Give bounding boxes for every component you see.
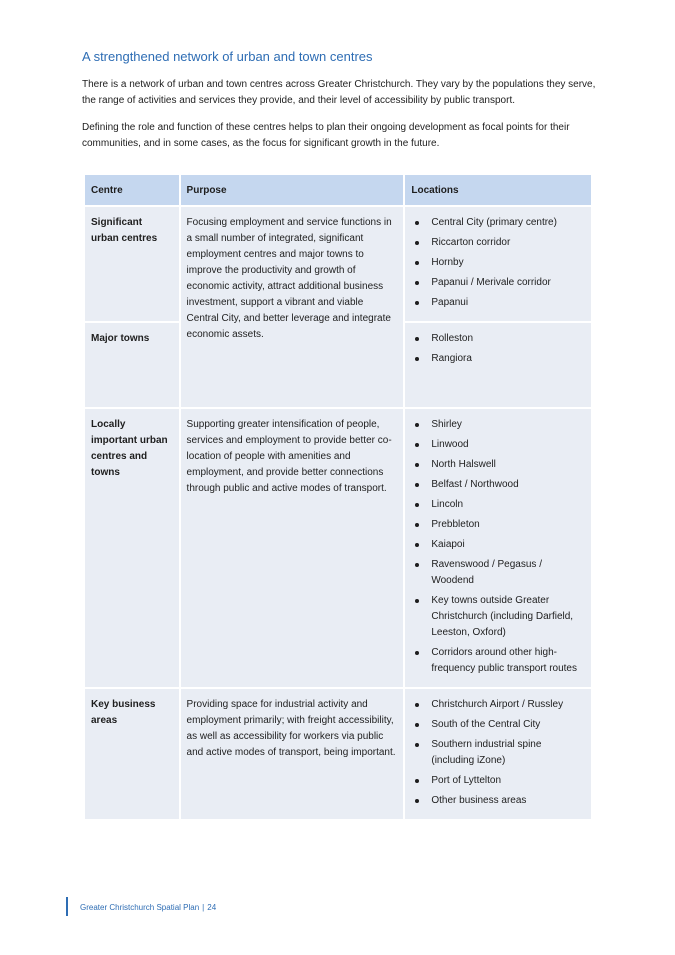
footer-title: Greater Christchurch Spatial Plan (80, 903, 200, 912)
page-footer (80, 903, 216, 913)
locations-cell (405, 207, 591, 321)
list-item: Papanui (431, 295, 585, 311)
role-paragraph: Defining the role and function of these centres helps to plan their ongoing development as focal points for their communities, and in some cases, as the focus for significant growth in the future. (82, 122, 570, 149)
table-row (85, 409, 591, 687)
header-locations: Locations (405, 175, 591, 205)
list-item: Central City (primary centre) (431, 215, 585, 231)
intro-paragraph: There is a network of urban and town centres across Greater Christchurch. They vary by the populations they serve, the range of activities and services they provide, and their level of accessibility by public transport. (82, 79, 596, 106)
list-item: Corridors around other high-frequency public transport routes (431, 645, 585, 677)
centre-name: Locally important urban centres and towns (85, 409, 179, 687)
locations-cell (405, 409, 591, 687)
list-item: Riccarton corridor (431, 235, 585, 251)
centre-name: Significant urban centres (85, 207, 179, 321)
centre-name: Major towns (85, 323, 179, 407)
centres-table (83, 173, 593, 821)
list-item: Other business areas (431, 793, 585, 809)
section-heading: A strengthened network of urban and town centres (82, 49, 373, 64)
locations-list (411, 331, 585, 367)
list-item: Shirley (431, 417, 585, 433)
purpose-cell: Focusing employment and service functions in a small number of integrated, significant employment centres and major towns to improve the productivity and growth of economic activity, attract additional business investment, support a vibrant and viable Central City, and better leverage and integrate economic assets. (181, 207, 404, 407)
list-item: Christchurch Airport / Russley (431, 697, 585, 713)
list-item: Linwood (431, 437, 585, 453)
list-item: Kaiapoi (431, 537, 585, 553)
list-item: Belfast / Northwood (431, 477, 585, 493)
footer-separator: | (202, 903, 205, 912)
purpose-cell: Supporting greater intensification of people, services and employment to provide better co-location of people with amenities and employment, and provide better connections through public and active modes of transport. (181, 409, 404, 687)
table-row (85, 689, 591, 819)
list-item: Port of Lyttelton (431, 773, 585, 789)
list-item: North Halswell (431, 457, 585, 473)
list-item: Key towns outside Greater Christchurch (including Darfield, Leeston, Oxford) (431, 593, 585, 641)
list-item: Lincoln (431, 497, 585, 513)
list-item: Prebbleton (431, 517, 585, 533)
table-header-row (85, 175, 591, 205)
footer-accent-bar (66, 897, 68, 916)
list-item: Southern industrial spine (including iZone) (431, 737, 585, 769)
locations-list (411, 215, 585, 311)
list-item: Papanui / Merivale corridor (431, 275, 585, 291)
list-item: Hornby (431, 255, 585, 271)
locations-cell (405, 323, 591, 407)
list-item: South of the Central City (431, 717, 585, 733)
header-centre: Centre (85, 175, 179, 205)
header-purpose: Purpose (181, 175, 404, 205)
list-item: Rolleston (431, 331, 585, 347)
list-item: Rangiora (431, 351, 585, 367)
locations-cell (405, 689, 591, 819)
locations-list (411, 697, 585, 809)
page-number: 24 (207, 903, 217, 912)
centre-name: Key business areas (85, 689, 179, 819)
list-item: Ravenswood / Pegasus / Woodend (431, 557, 585, 589)
table-row (85, 207, 591, 321)
locations-list (411, 417, 585, 677)
purpose-cell: Providing space for industrial activity and employment primarily; with freight accessibility, as well as accessibility for workers via public and active modes of transport, being important. (181, 689, 404, 819)
